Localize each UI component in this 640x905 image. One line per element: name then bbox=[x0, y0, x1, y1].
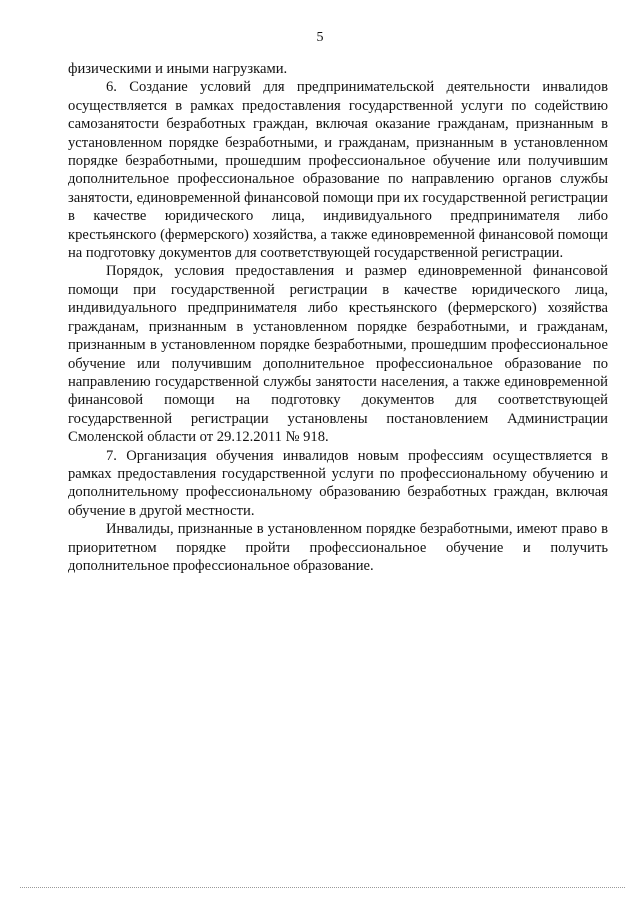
paragraph-procedure: Порядок, условия предоставления и размер единовременной финансовой помощи при государственной регистрации в качестве юридического лица, индивидуального предпринимателя либо крестьянского (фермерского) хозяйства гражданам, признанным в установленном порядке безработными, и гражданам, признанным в установленном порядке безработными, прошедшим профессиональное обучение или получившим дополнительное профессиональное образование по направлению государственной службы занятости населения, а также единовременной финансовой помощи на подготовку документов для соответствующей государственной регистрации установлены постановлением Администрации Смоленской области от 29.12.2011 № 918. bbox=[68, 263, 608, 446]
page-number: 5 bbox=[316, 30, 324, 45]
paragraph-disabled-unemployed: Инвалиды, признанные в установленном порядке безработными, имеют право в приоритетном порядке пройти профессиональное обучение и получить дополнительное профессиональное образование. bbox=[68, 521, 608, 574]
paragraph-item-7: 7. Организация обучения инвалидов новым профессиям осуществляется в рамках предоставления государственной услуги по профессиональному обучению и дополнительному профессиональному образованию безработных граждан, включая обучение в другой местности. bbox=[68, 447, 608, 519]
document-body bbox=[68, 60, 608, 575]
bottom-scan-line bbox=[20, 887, 625, 888]
paragraph-continuation: физическими и иными нагрузками. bbox=[68, 61, 288, 77]
paragraph-item-6: 6. Создание условий для предпринимательской деятельности инвалидов осуществляется в рамках предоставления государственной услуги по содействию самозанятости безработных граждан, включая оказание гражданам, признанным в установленном порядке безработными, и гражданам, признанным в установленном порядке безработными, прошедшим профессиональное обучение или получившим дополнительное профессиональное образование по направлению органов службы занятости, единовременной финансовой помощи при их государственной регистрации в качестве юридического лица, индивидуального предпринимателя либо крестьянского (фермерского) хозяйства, а также единовременной финансовой помощи на подготовку документов для соответствующей государственной регистрации. bbox=[68, 79, 608, 262]
